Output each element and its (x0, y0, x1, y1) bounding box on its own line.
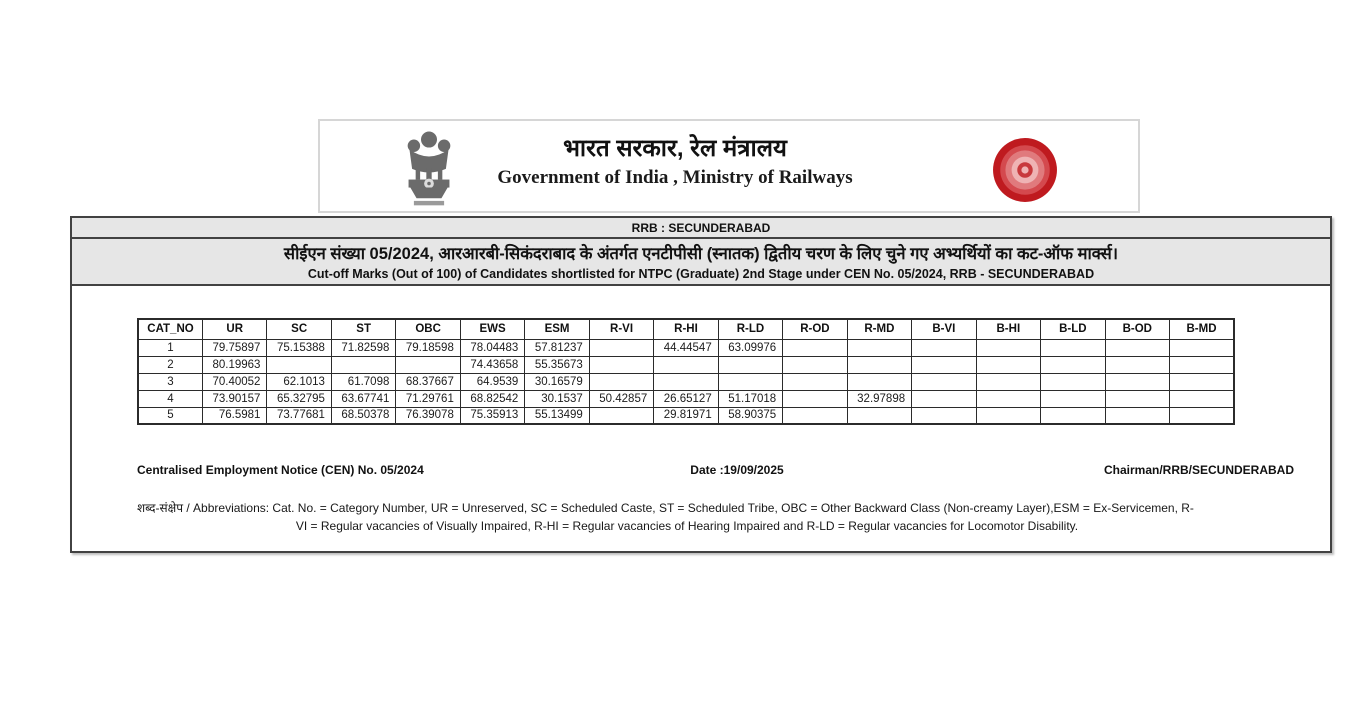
column-header: CAT_NO (138, 319, 202, 339)
mark-cell: 70.40052 (202, 373, 266, 390)
column-header: B-OD (1105, 319, 1169, 339)
table-row (138, 373, 1234, 390)
category-number-cell: 4 (138, 390, 202, 407)
abbreviations (137, 499, 1237, 535)
table-body (138, 339, 1234, 424)
mark-cell (654, 373, 718, 390)
mark-cell (976, 339, 1040, 356)
ministry-title-english: Government of India , Ministry of Railways (497, 167, 853, 188)
mark-cell (1170, 356, 1235, 373)
mark-cell: 79.18598 (396, 339, 460, 356)
mark-cell (1105, 339, 1169, 356)
mark-cell (976, 390, 1040, 407)
mark-cell (1041, 356, 1105, 373)
mark-cell: 76.5981 (202, 407, 266, 424)
mark-cell: 44.44547 (654, 339, 718, 356)
mark-cell: 63.67741 (331, 390, 395, 407)
category-number-cell: 5 (138, 407, 202, 424)
mark-cell (1170, 339, 1235, 356)
mark-cell (1170, 407, 1235, 424)
mark-cell (912, 373, 976, 390)
mark-cell (912, 339, 976, 356)
abbreviations-line2: VI = Regular vacancies of Visually Impaired, R-HI = Regular vacancies of Hearing Impaired and R-LD = Regular vacancies for Locomotor Disability. (295, 519, 1079, 533)
column-header: R-VI (589, 319, 653, 339)
mark-cell (976, 407, 1040, 424)
mark-cell (912, 407, 976, 424)
mark-cell: 55.13499 (525, 407, 589, 424)
column-header: B-MD (1170, 319, 1235, 339)
column-header: R-OD (783, 319, 847, 339)
mark-cell: 71.29761 (396, 390, 460, 407)
cutoff-table (137, 318, 1235, 425)
mark-cell (718, 373, 782, 390)
mark-cell (976, 356, 1040, 373)
column-header: ST (331, 319, 395, 339)
mark-cell: 57.81237 (525, 339, 589, 356)
mark-cell: 30.16579 (525, 373, 589, 390)
mark-cell: 73.90157 (202, 390, 266, 407)
mark-cell (589, 407, 653, 424)
notice-document (70, 216, 1332, 553)
mark-cell: 75.15388 (267, 339, 331, 356)
mark-cell (783, 390, 847, 407)
mark-cell (589, 356, 653, 373)
column-header: ESM (525, 319, 589, 339)
mark-cell (1170, 390, 1235, 407)
mark-cell (1170, 373, 1235, 390)
mark-cell (783, 339, 847, 356)
table-row (138, 339, 1234, 356)
mark-cell: 68.37667 (396, 373, 460, 390)
column-header: R-HI (654, 319, 718, 339)
mark-cell (783, 373, 847, 390)
mark-cell (847, 373, 911, 390)
mark-cell: 64.9539 (460, 373, 524, 390)
mark-cell: 61.7098 (331, 373, 395, 390)
mark-cell: 62.1013 (267, 373, 331, 390)
mark-cell (589, 373, 653, 390)
mark-cell (1105, 407, 1169, 424)
mark-cell (331, 356, 395, 373)
mark-cell: 32.97898 (847, 390, 911, 407)
mark-cell: 65.32795 (267, 390, 331, 407)
mark-cell (1041, 339, 1105, 356)
column-header: B-VI (912, 319, 976, 339)
column-header: OBC (396, 319, 460, 339)
mark-cell (783, 407, 847, 424)
column-header: B-HI (976, 319, 1040, 339)
mark-cell: 73.77681 (267, 407, 331, 424)
footer-row (137, 463, 1294, 481)
mark-cell: 75.35913 (460, 407, 524, 424)
mark-cell: 68.50378 (331, 407, 395, 424)
ministry-title-hindi: भारत सरकार, रेल मंत्रालय (563, 135, 787, 162)
table-header-row (138, 319, 1234, 339)
mark-cell (589, 339, 653, 356)
mark-cell (396, 356, 460, 373)
mark-cell (783, 356, 847, 373)
mark-cell (718, 356, 782, 373)
mark-cell: 55.35673 (525, 356, 589, 373)
notice-title-band (72, 239, 1330, 286)
mark-cell: 74.43658 (460, 356, 524, 373)
column-header: R-MD (847, 319, 911, 339)
mark-cell: 51.17018 (718, 390, 782, 407)
mark-cell (1041, 373, 1105, 390)
mark-cell: 78.04483 (460, 339, 524, 356)
indian-railways-logo-icon (992, 137, 1058, 203)
abbreviations-line1: शब्द-संक्षेप / Abbreviations: Cat. No. = Category Number, UR = Unreserved, SC = Scheduled Caste, ST = Scheduled Tribe, OBC = Other Backward Class (Non-creamy Layer),ESM = Ex-Servicemen, R- (137, 501, 1194, 515)
mark-cell (1105, 373, 1169, 390)
mark-cell (847, 339, 911, 356)
india-national-emblem-icon (402, 128, 456, 208)
cen-notice-text: Centralised Employment Notice (CEN) No. 05/2024 (137, 463, 424, 477)
category-number-cell: 1 (138, 339, 202, 356)
mark-cell (267, 356, 331, 373)
table-row (138, 356, 1234, 373)
category-number-cell: 3 (138, 373, 202, 390)
mark-cell: 63.09976 (718, 339, 782, 356)
mark-cell: 76.39078 (396, 407, 460, 424)
notice-title-english: Cut-off Marks (Out of 100) of Candidates shortlisted for NTPC (Graduate) 2nd Stage under CEN No. 05/2024, RRB - SECUNDERABAD (307, 267, 1095, 281)
mark-cell (912, 356, 976, 373)
mark-cell: 79.75897 (202, 339, 266, 356)
mark-cell (847, 356, 911, 373)
mark-cell: 80.19963 (202, 356, 266, 373)
column-header: R-LD (718, 319, 782, 339)
mark-cell: 26.65127 (654, 390, 718, 407)
column-header: B-LD (1041, 319, 1105, 339)
mark-cell (912, 390, 976, 407)
mark-cell: 29.81971 (654, 407, 718, 424)
mark-cell: 71.82598 (331, 339, 395, 356)
mark-cell: 58.90375 (718, 407, 782, 424)
column-header: UR (202, 319, 266, 339)
category-number-cell: 2 (138, 356, 202, 373)
mark-cell (976, 373, 1040, 390)
mark-cell (1105, 356, 1169, 373)
board-name-bar: RRB : SECUNDERABAD (72, 218, 1330, 239)
mark-cell: 30.1537 (525, 390, 589, 407)
mark-cell (847, 407, 911, 424)
mark-cell: 50.42857 (589, 390, 653, 407)
letterhead (318, 119, 1140, 213)
mark-cell (1041, 390, 1105, 407)
table-row (138, 407, 1234, 424)
mark-cell (1105, 390, 1169, 407)
column-header: EWS (460, 319, 524, 339)
letterhead-titles (470, 134, 880, 191)
mark-cell (1041, 407, 1105, 424)
table-row (138, 390, 1234, 407)
column-header: SC (267, 319, 331, 339)
date-text: Date :19/09/2025 (690, 463, 784, 477)
signatory-text: Chairman/RRB/SECUNDERABAD (1103, 463, 1294, 477)
mark-cell (654, 356, 718, 373)
notice-title-hindi: सीईएन संख्या 05/2024, आरआरबी-सिकंदराबाद के अंतर्गत एनटीपीसी (स्नातक) द्वितीय चरण के लिए चुने गए अभ्यर्थियों का कट-ऑफ मार्क्स। (283, 245, 1119, 263)
mark-cell: 68.82542 (460, 390, 524, 407)
